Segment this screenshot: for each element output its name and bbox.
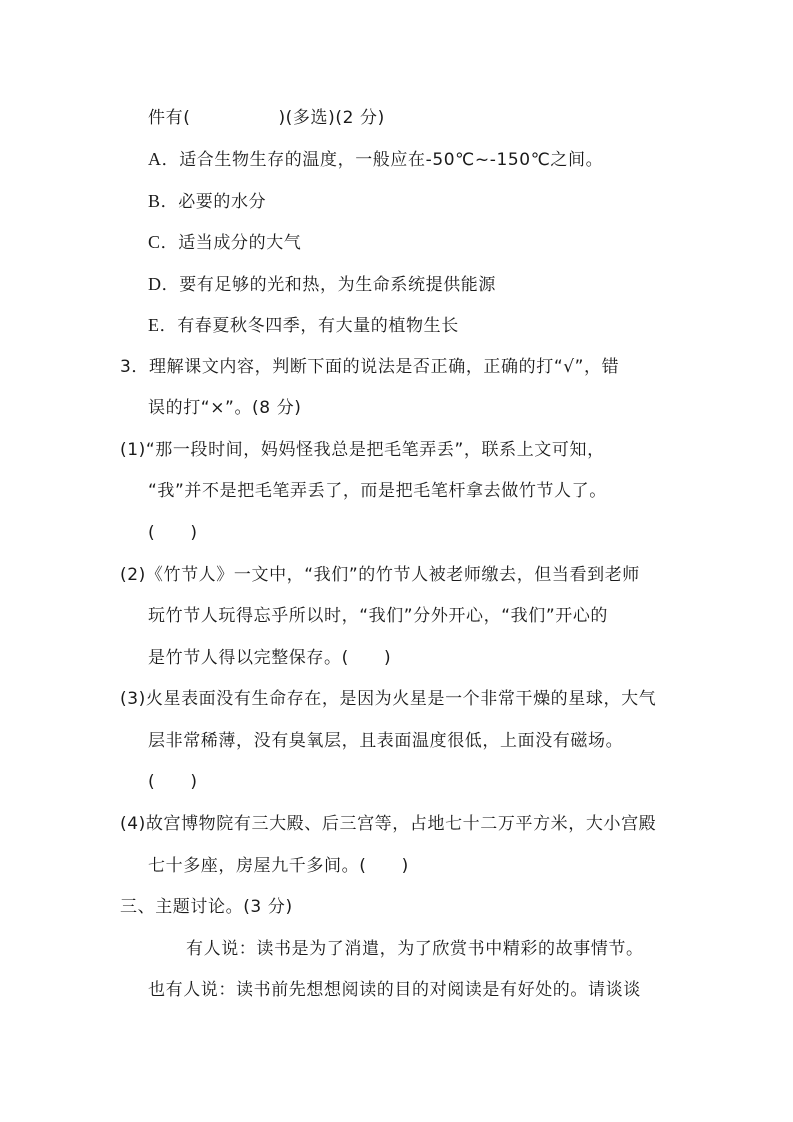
question2-stem-tail	[148, 107, 385, 129]
judgement-item-2-line1: (2)《竹节人》一文中，“我们”的竹节人被老师缴去，但当看到老师	[120, 565, 640, 585]
option-text: ．适当成分的大气	[160, 233, 302, 253]
judgement-item-3-answer-blank[interactable]: ( )	[148, 772, 198, 792]
judgement-item-2-line3[interactable]: 是竹节人得以完整保存。( )	[148, 648, 392, 668]
section3-heading: 三、主题讨论。(3 分)	[120, 897, 293, 917]
question2-prefix: 件有(	[148, 108, 191, 128]
option-letter: C	[148, 232, 161, 252]
question2-suffix: )(多选)(2 分)	[278, 108, 385, 128]
judgement-item-1-line1: (1)“那一段时间，妈妈怪我总是把毛笔弄丢”，联系上文可知，	[120, 440, 605, 460]
option-letter: D	[148, 274, 162, 294]
option-c	[148, 231, 301, 254]
question3-stem-line1: 3．理解课文内容，判断下面的说法是否正确，正确的打“√”，错	[120, 357, 620, 377]
judgement-item-2-line2: 玩竹节人玩得忘乎所以时，“我们”分外开心，“我们”开心的	[148, 606, 609, 626]
section3-paragraph-line1: 有人说：读书是为了消遣，为了欣赏书中精彩的故事情节。	[186, 939, 644, 959]
judgement-item-4-line1: (4)故宫博物院有三大殿、后三宫等，占地七十二万平方米，大小宫殿	[120, 814, 657, 834]
option-a	[148, 148, 603, 171]
option-text: ．必要的水分	[160, 192, 267, 212]
option-text: ．有春夏秋冬四季，有大量的植物生长	[159, 316, 459, 336]
option-text: ．适合生物生存的温度，一般应在-50℃~-150℃之间。	[161, 150, 604, 170]
option-e	[148, 314, 459, 337]
section3-paragraph-line2: 也有人说：读书前先想想阅读的目的对阅读是有好处的。请谈谈	[148, 980, 641, 1000]
option-text: ．要有足够的光和热，为生命系统提供能源	[161, 275, 497, 295]
judgement-item-4-line2[interactable]: 七十多座，房屋九千多间。( )	[148, 856, 409, 876]
question3-stem-line2: 误的打“×”。(8 分)	[148, 398, 302, 418]
judgement-item-1-line2: “我”并不是把毛笔弄丢了，而是把毛笔杆拿去做竹节人了。	[148, 481, 607, 501]
option-letter: A	[148, 149, 162, 169]
judgement-item-3-line1: (3)火星表面没有生命存在，是因为火星是一个非常干燥的星球，大气	[120, 689, 657, 709]
option-b	[148, 190, 266, 213]
option-d	[148, 273, 496, 296]
option-letter: E	[148, 315, 160, 335]
judgement-item-1-answer-blank[interactable]: ( )	[148, 523, 198, 543]
option-letter: B	[148, 191, 161, 211]
judgement-item-3-line2: 层非常稀薄，没有臭氧层，且表面温度很低，上面没有磁场。	[148, 731, 624, 751]
